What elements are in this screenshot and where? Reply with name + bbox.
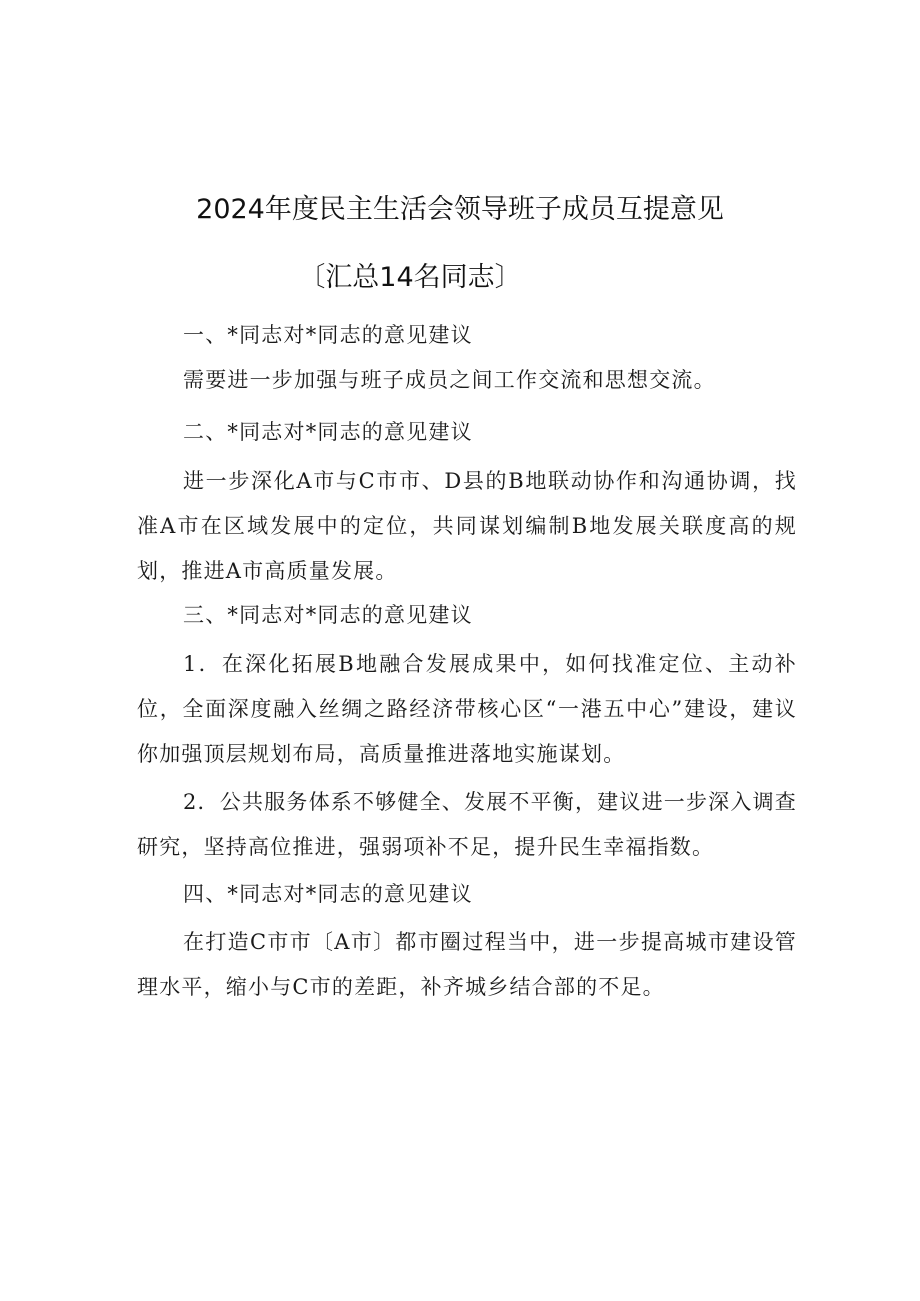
section-heading-2: 二、*同志对*同志的意见建议 bbox=[183, 420, 473, 444]
document-subtitle: 〔汇总14名同志〕 bbox=[298, 262, 522, 293]
section-heading-3: 三、*同志对*同志的意见建议 bbox=[183, 603, 473, 627]
section-3-paragraph-2: 2．公共服务体系不够健全、发展不平衡，建议进一步深入调查研究，坚持高位推进，强弱项补不足，提升民生幸福指数。 bbox=[137, 790, 797, 859]
section-heading-1: 一、*同志对*同志的意见建议 bbox=[183, 323, 473, 347]
document-title: 2024年度民主生活会领导班子成员互提意见 bbox=[196, 194, 724, 225]
section-3-paragraph-1: 1．在深化拓展B地融合发展成果中，如何找准定位、主动补位，全面深度融入丝绸之路经济带核心区“一港五中心”建设，建议你加强顶层规划布局，高质量推进落地实施谋划。 bbox=[137, 652, 797, 766]
section-heading-4: 四、*同志对*同志的意见建议 bbox=[183, 882, 473, 906]
section-1-paragraph-1: 需要进一步加强与班子成员之间工作交流和思想交流。 bbox=[183, 368, 716, 392]
section-4-paragraph-1: 在打造C市市〔A市〕都市圈过程当中，进一步提高城市建设管理水平，缩小与C市的差距，补齐城乡结合部的不足。 bbox=[137, 930, 797, 999]
section-2-paragraph-1: 进一步深化A市与C市市、D县的B地联动协作和沟通协调，找准A市在区域发展中的定位，共同谋划编制B地发展关联度高的规划，推进A市高质量发展。 bbox=[137, 469, 797, 583]
